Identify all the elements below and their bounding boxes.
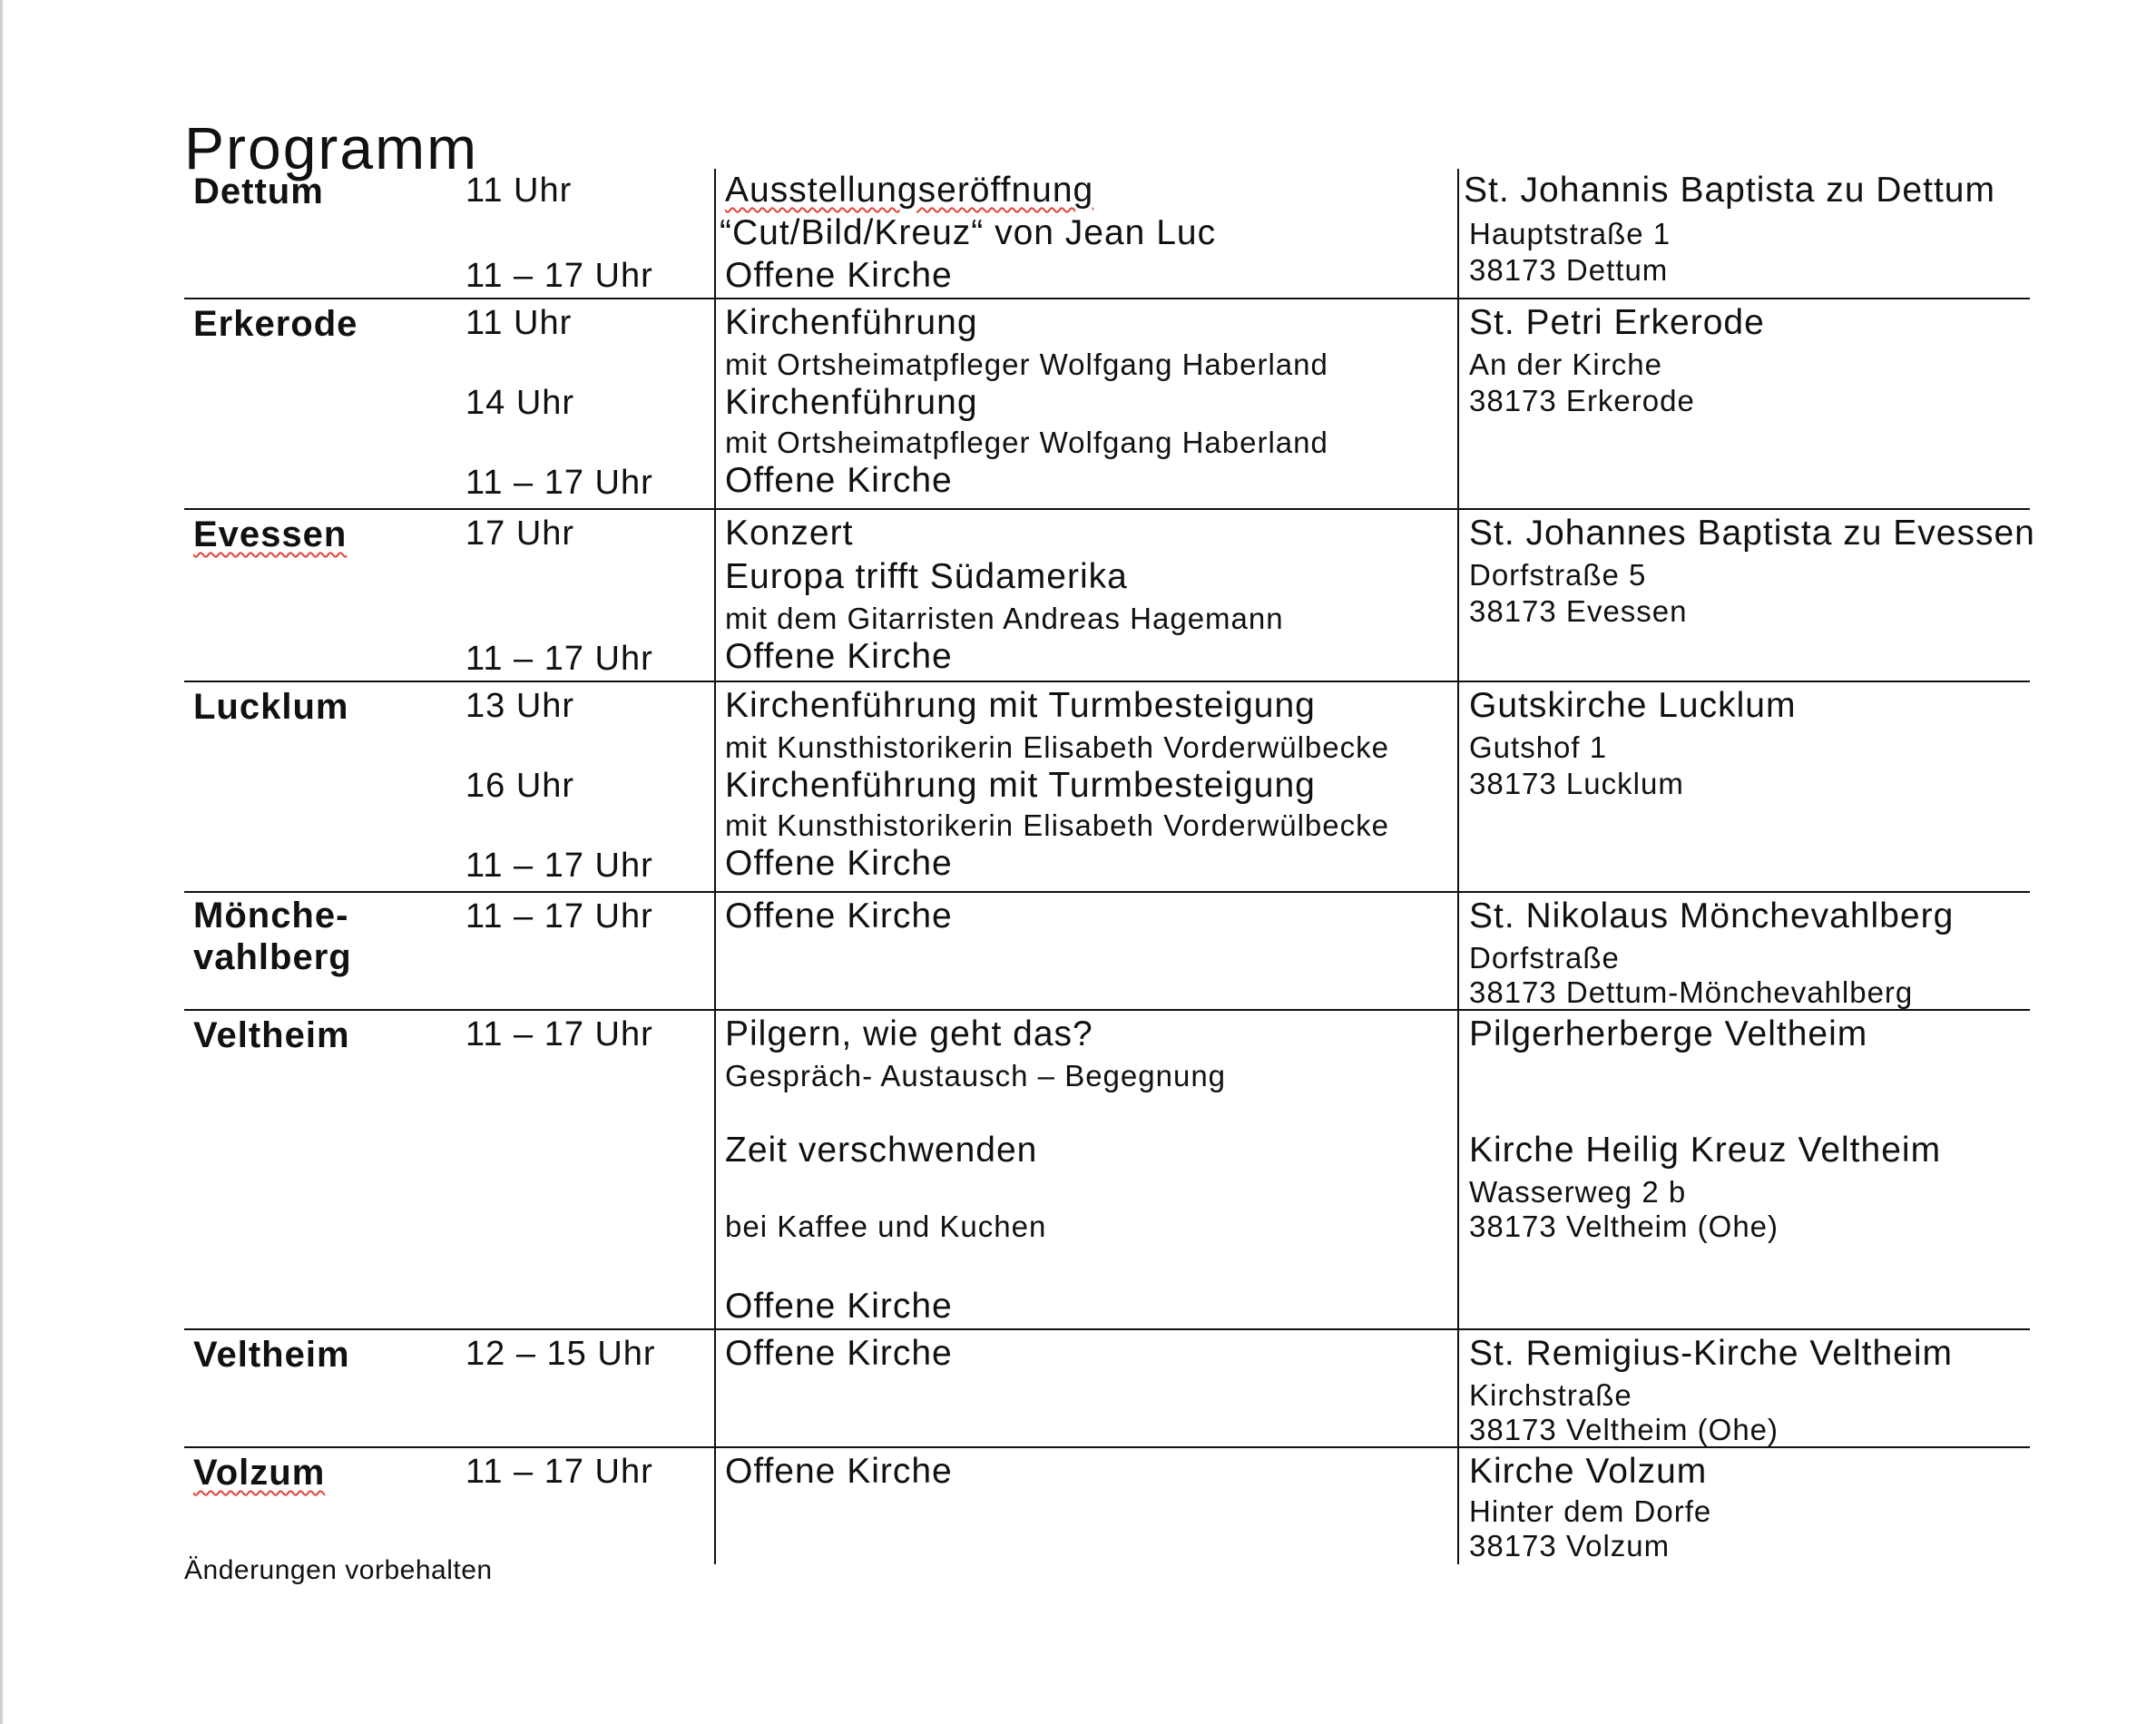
time-slot: 13 Uhr (466, 687, 575, 725)
event-title: Ausstellungseröffnung (725, 171, 1094, 210)
event-subtitle: Europa trifft Südamerika (725, 557, 1128, 596)
column-divider (714, 1330, 716, 1446)
column-divider (1457, 1011, 1459, 1328)
program-table (184, 169, 2035, 1564)
place-name: Veltheim (193, 1335, 350, 1375)
time-slot: 11 Uhr (466, 171, 573, 210)
venue-city: 38173 Dettum (1469, 253, 1669, 287)
event-title: Offene Kirche (725, 461, 953, 500)
time-slot: 11 – 17 Uhr (466, 1015, 653, 1053)
event-note: Gespräch- Austausch – Begegnung (725, 1059, 1227, 1092)
time-slot: 14 Uhr (466, 384, 575, 422)
event-title: Kirchenführung (725, 303, 978, 342)
time-slot: 17 Uhr (466, 514, 575, 553)
venue-street: Wasserweg 2 b (1469, 1175, 1687, 1209)
time-slot: 16 Uhr (466, 767, 575, 805)
event-note: mit Kunsthistorikerin Elisabeth Vorderwülbecke (725, 808, 1389, 842)
event-title: Offene Kirche (725, 844, 953, 883)
time-slot: 11 – 17 Uhr (466, 1453, 653, 1491)
column-divider (714, 169, 716, 298)
venue-name: St. Petri Erkerode (1469, 303, 1765, 342)
event-title: Zeit verschwenden (725, 1131, 1038, 1170)
venue-name: Kirche Volzum (1469, 1452, 1708, 1491)
venue-city: 38173 Volzum (1469, 1529, 1671, 1562)
column-divider (1457, 510, 1459, 681)
entry-dettum (184, 169, 2030, 298)
venue-street: An der Kirche (1469, 348, 1662, 381)
entry-lucklum (184, 681, 2030, 891)
place-name: Veltheim (193, 1015, 350, 1055)
event-title: Offene Kirche (725, 1287, 953, 1326)
event-note: mit dem Gitarristen Andreas Hagemann (725, 602, 1284, 635)
event-note: bei Kaffee und Kuchen (725, 1210, 1047, 1243)
entry-moenchevahlberg (184, 891, 2030, 1009)
time-slot: 11 Uhr (466, 304, 573, 342)
place-name: Volzum (193, 1453, 326, 1493)
venue-city: 38173 Veltheim (Ohe) (1469, 1210, 1779, 1243)
venue-name: Kirche Heilig Kreuz Veltheim (1469, 1131, 1942, 1170)
column-divider (714, 299, 716, 508)
page-title: Programm (184, 114, 479, 182)
venue-city: 38173 Veltheim (Ohe) (1469, 1413, 1779, 1446)
time-slot: 11 – 17 Uhr (466, 897, 653, 935)
footnote: Änderungen vorbehalten (184, 1555, 493, 1585)
place-name: Lucklum (193, 687, 349, 727)
event-subtitle: “Cut/Bild/Kreuz“ von Jean Luc (720, 213, 1217, 252)
venue-name: Pilgerherberge Veltheim (1469, 1014, 1868, 1053)
venue-street: Hauptstraße 1 (1469, 217, 1671, 250)
place-name: Dettum (193, 171, 324, 211)
venue-street: Gutshof 1 (1469, 730, 1608, 764)
column-divider (1457, 1330, 1459, 1446)
place-name: Evessen (193, 514, 348, 554)
column-divider (714, 1011, 716, 1328)
column-divider (1457, 299, 1459, 508)
entry-veltheim-st-remigius (184, 1328, 2030, 1446)
event-title: Kirchenführung mit Turmbesteigung (725, 686, 1316, 725)
entry-erkerode (184, 298, 2030, 508)
venue-city: 38173 Erkerode (1469, 384, 1695, 417)
column-divider (1457, 893, 1459, 1009)
time-slot: 11 – 17 Uhr (466, 847, 653, 885)
venue-street: Kirchstraße (1469, 1378, 1632, 1412)
page-edge (0, 0, 3, 1724)
column-divider (714, 510, 716, 681)
place-name-line: Mönche- (193, 896, 349, 935)
venue-street: Hinter dem Dorfe (1469, 1494, 1712, 1528)
event-title: Offene Kirche (725, 256, 953, 295)
column-divider (714, 682, 716, 891)
event-title: Kirchenführung (725, 383, 978, 422)
event-title: Offene Kirche (725, 1452, 953, 1491)
venue-name: St. Johannis Baptista zu Dettum (1464, 171, 1995, 210)
event-note: mit Kunsthistorikerin Elisabeth Vorderwülbecke (725, 730, 1389, 764)
venue-street: Dorfstraße (1469, 941, 1620, 975)
entry-evessen (184, 508, 2035, 681)
venue-city: 38173 Lucklum (1469, 767, 1684, 800)
event-title: Konzert (725, 514, 854, 553)
place-name: Erkerode (193, 304, 358, 344)
column-divider (1457, 682, 1459, 891)
event-title: Offene Kirche (725, 896, 953, 935)
column-divider (1457, 1448, 1459, 1564)
event-title: Offene Kirche (725, 637, 953, 676)
venue-city: 38173 Evessen (1469, 594, 1688, 628)
venue-name: Gutskirche Lucklum (1469, 686, 1797, 725)
time-slot: 11 – 17 Uhr (466, 640, 653, 678)
event-note: mit Ortsheimatpfleger Wolfgang Haberland (725, 426, 1328, 459)
event-title: Kirchenführung mit Turmbesteigung (725, 766, 1316, 805)
venue-street: Dorfstraße 5 (1469, 558, 1647, 592)
time-slot: 11 – 17 Uhr (466, 257, 653, 295)
venue-name: St. Johannes Baptista zu Evessen (1469, 514, 2035, 553)
column-divider (714, 1448, 716, 1564)
event-title: Pilgern, wie geht das? (725, 1014, 1093, 1053)
venue-name: St. Nikolaus Mönchevahlberg (1469, 896, 1955, 935)
time-slot: 12 – 15 Uhr (466, 1335, 656, 1373)
entry-veltheim-heilig-kreuz (184, 1009, 2030, 1328)
venue-name: St. Remigius-Kirche Veltheim (1469, 1334, 1954, 1373)
column-divider (714, 893, 716, 1009)
entry-volzum (184, 1446, 2030, 1564)
place-name-line: vahlberg (193, 937, 352, 977)
venue-city: 38173 Dettum-Mönchevahlberg (1469, 975, 1914, 1009)
event-title: Offene Kirche (725, 1334, 953, 1373)
event-note: mit Ortsheimatpfleger Wolfgang Haberland (725, 348, 1328, 381)
time-slot: 11 – 17 Uhr (466, 464, 653, 502)
column-divider (1457, 169, 1459, 298)
